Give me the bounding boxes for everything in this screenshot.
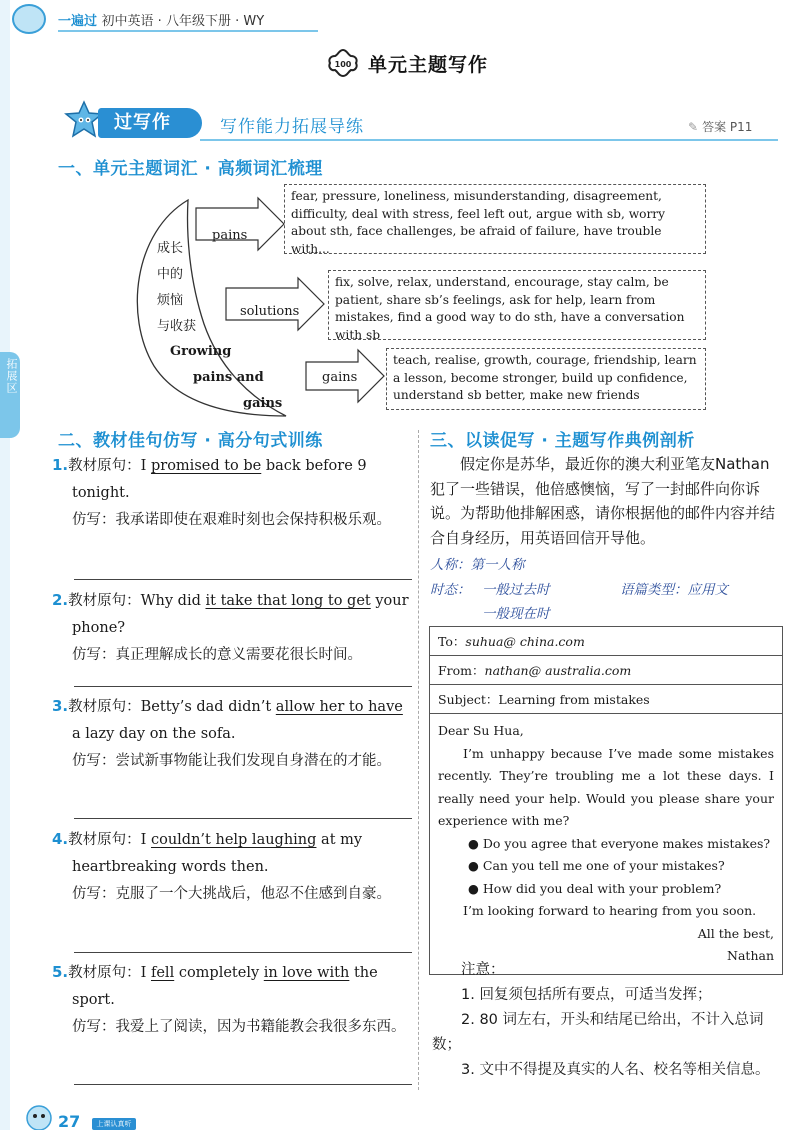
practice-item-4 — [52, 826, 412, 908]
imit-text: 克服了一个大挑战后，他忍不住感到自豪。 — [115, 886, 391, 902]
email-bullet-text: How did you deal with your problem? — [482, 880, 722, 896]
practice-item-5 — [52, 959, 412, 1041]
orig-text: Why did — [140, 593, 206, 609]
section1-title: 一、单元主题词汇 · 高频词汇梳理 — [58, 159, 323, 179]
answer-line[interactable] — [74, 686, 412, 687]
page-title: 单元主题写作 — [368, 53, 489, 76]
writing-prompt: 假定你是苏华，最近你的澳大利亚笔友Nathan犯了一些错误，他倍感懊恼，写了一封邮件向你诉说。为帮助他排解困惑，请你根据他的邮件内容并结合自身经历，用英语回信开导他。 — [430, 455, 776, 547]
imit-label: 仿写： — [72, 647, 116, 663]
theme-cn-line: 烦恼 — [157, 293, 184, 308]
side-tab — [0, 352, 20, 438]
answer-line[interactable] — [74, 579, 412, 580]
orig-key-phrase: in love with — [263, 965, 350, 981]
imit-text: 尝试新事物能让我们发现自身潜在的才能。 — [115, 753, 391, 769]
practice-item-3 — [52, 693, 412, 775]
answer-line[interactable] — [74, 1084, 412, 1085]
branch-label-pains: pains — [212, 228, 248, 243]
orig-text: the sport. — [72, 965, 378, 1008]
email-box — [429, 626, 783, 975]
orig-label: 教材原句： — [68, 965, 141, 981]
email-subject-label: Subject： — [438, 692, 499, 707]
book-header — [58, 10, 264, 29]
email-to-row — [430, 627, 782, 656]
email-paragraph: I’m unhappy because I’ve made some mistakes recently. They’re troubling me a lot these days. I really need your help. Would you please share your experience with me? — [438, 745, 774, 828]
imit-text: 真正理解成长的意义需要花很长时间。 — [115, 647, 362, 663]
imit-label: 仿写： — [72, 753, 116, 769]
imit-text: 我爱上了阅读，因为书籍能教会我很多东西。 — [115, 1019, 406, 1035]
writing-notes — [432, 958, 782, 1083]
orig-key-phrase: promised to be — [150, 458, 262, 474]
practice-item-1 — [52, 452, 412, 534]
orig-text: completely — [174, 965, 264, 981]
footer-tag: 上课认真听 — [92, 1118, 136, 1130]
theme-cn-line: 中的 — [157, 267, 184, 282]
flower-badge-icon — [326, 48, 360, 78]
section3-title: 三、以读促写 · 主题写作典例剖析 — [430, 431, 695, 451]
email-from-label: From： — [438, 663, 485, 678]
gains-vocab-box: teach, realise, growth, courage, friendship, learn a lesson, become stronger, build up confidence, understand sb better, make new friends — [386, 348, 706, 410]
note-tense-1: 一般过去时 — [482, 582, 550, 598]
email-bullet-text: Do you agree that everyone makes mistakes? — [482, 835, 771, 851]
email-to: suhua@ china.com — [465, 634, 585, 649]
svg-text:100: 100 — [334, 60, 352, 69]
theme-en-line: gains — [243, 396, 283, 411]
notes-line: 3. 文中不得提及真实的人名、校名等相关信息。 — [461, 1062, 770, 1078]
orig-text: I — [140, 965, 151, 981]
brand-logo-icon — [12, 4, 46, 34]
orig-text: Betty’s dad didn’t — [140, 699, 276, 715]
practice-item-2 — [52, 587, 412, 669]
email-subject: Learning from mistakes — [498, 692, 650, 707]
pen-icon: ✎ — [688, 120, 699, 134]
imit-label: 仿写： — [72, 1019, 116, 1035]
item-number: 1. — [52, 456, 69, 474]
email-body — [430, 714, 782, 974]
column-divider — [418, 430, 419, 1090]
answer-reference — [688, 118, 752, 135]
email-bullet: ● Do you agree that everyone makes mistakes? — [468, 835, 771, 851]
theme-en-line: pains and — [193, 370, 264, 385]
orig-text: I — [140, 458, 151, 474]
orig-text: back before 9 tonight. — [72, 458, 367, 501]
orig-key-phrase: couldn’t help laughing — [150, 832, 317, 848]
branch-label-solutions: solutions — [240, 304, 300, 319]
section-banner-label: 过写作 — [98, 108, 202, 138]
email-from-row — [430, 656, 782, 685]
email-to-label: To： — [438, 634, 466, 649]
answer-line[interactable] — [74, 952, 412, 953]
notes-line: 2. 80 词左右，开头和结尾已给出，不计入总词数； — [432, 1012, 764, 1053]
footer-mascot-icon — [22, 1102, 56, 1130]
branch-label-gains: gains — [322, 370, 358, 385]
notes-title: 注意： — [461, 962, 505, 978]
theme-cn-line: 与收获 — [157, 319, 197, 334]
orig-text: a lazy day on the sofa. — [72, 726, 236, 742]
item-number: 3. — [52, 697, 69, 715]
answer-line[interactable] — [74, 818, 412, 819]
item-number: 4. — [52, 830, 69, 848]
note-person: 人称：第一人称 — [430, 557, 525, 573]
email-bullet: ● How did you deal with your problem? — [468, 880, 722, 896]
orig-label: 教材原句： — [68, 593, 141, 609]
email-subject-row — [430, 685, 782, 714]
imit-label: 仿写： — [72, 886, 116, 902]
orig-label: 教材原句： — [68, 458, 141, 474]
email-closing: I’m looking forward to hearing from you soon. — [463, 903, 757, 918]
email-signoff: All the best, — [697, 925, 774, 941]
solutions-vocab-box: fix, solve, relax, understand, encourage, stay calm, be patient, share sb’s feelings, ask for help, learn from mistakes, find a good way to do sth, have a conversation with sb — [328, 270, 706, 340]
book-subtitle: 初中英语 · 八年级下册 · WY — [101, 14, 265, 29]
note-tense-2: 一般现在时 — [482, 606, 550, 622]
brand-name: 一遍过 — [58, 14, 98, 29]
orig-key-phrase: fell — [150, 965, 175, 981]
orig-key-phrase: allow her to have — [275, 699, 403, 715]
answer-reference-text: 答案 P11 — [702, 120, 753, 134]
banner-underline — [200, 139, 778, 141]
email-from: nathan@ australia.com — [484, 663, 632, 678]
header-underline — [58, 30, 318, 32]
orig-text: your phone? — [72, 593, 409, 636]
email-bullet: ● Can you tell me one of your mistakes? — [468, 858, 725, 873]
left-margin-stripe — [0, 0, 10, 1130]
email-bullet-text: Can you tell me one of your mistakes? — [482, 858, 725, 873]
orig-key-phrase: it take that long to get — [205, 593, 371, 609]
orig-label: 教材原句： — [68, 832, 141, 848]
theme-cn-line: 成长 — [157, 241, 184, 256]
imit-label: 仿写： — [72, 512, 116, 528]
orig-label: 教材原句： — [68, 699, 141, 715]
email-greeting: Dear Su Hua, — [438, 723, 524, 738]
section-banner-subtitle: 写作能力拓展导练 — [220, 117, 364, 137]
orig-text: I — [140, 832, 151, 848]
item-number: 2. — [52, 591, 69, 609]
side-tab-label: 拓展区 — [5, 358, 18, 394]
theme-chinese — [157, 236, 217, 340]
section2-title: 二、教材佳句仿写 · 高分句式训练 — [58, 431, 323, 451]
theme-en-line: Growing — [170, 344, 232, 359]
email-sender-name: Nathan — [727, 948, 774, 963]
notes-line: 1. 回复须包括所有要点，可适当发挥； — [461, 987, 712, 1003]
page-title-wrap — [326, 48, 488, 78]
page-number: 27 — [58, 1112, 81, 1130]
note-tense-label: 时态： — [430, 582, 471, 598]
orig-text: at my heartbreaking words then. — [72, 832, 363, 875]
imit-text: 我承诺即使在艰难时刻也会保持积极乐观。 — [115, 512, 391, 528]
item-number: 5. — [52, 963, 69, 981]
note-genre: 语篇类型：应用文 — [620, 582, 728, 598]
pains-vocab-box: fear, pressure, loneliness, misunderstanding, disagreement, difficulty, deal with stress, feel left out, argue with sb, worry about sth, face challenges, be afraid of failure, have trouble with... — [284, 184, 706, 254]
